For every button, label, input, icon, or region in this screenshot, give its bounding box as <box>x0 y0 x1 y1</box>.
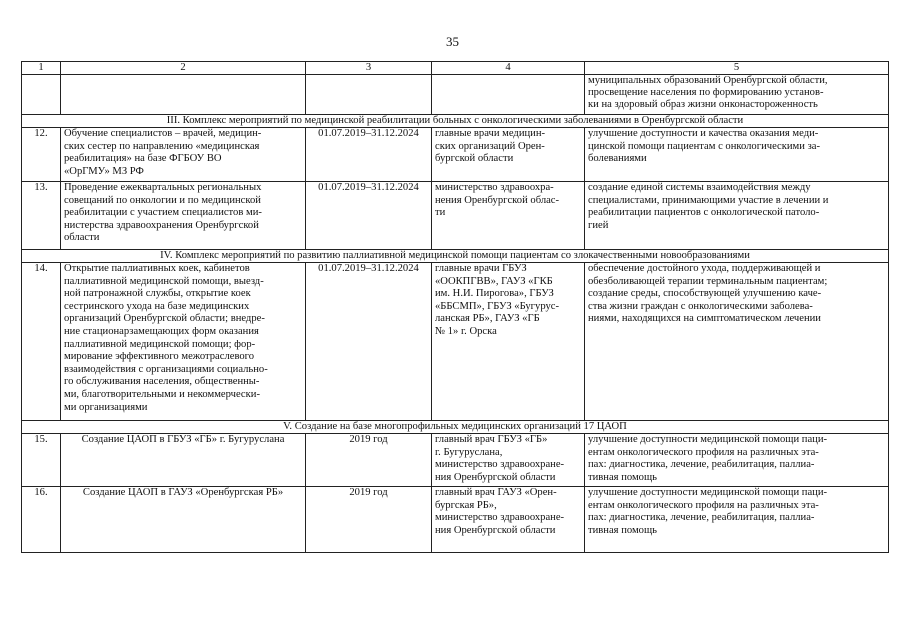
section-title-5: V. Создание на базе многопрофильных медицинских организаций 17 ЦАОП <box>22 421 889 434</box>
header-row <box>22 62 889 75</box>
section-header <box>22 421 889 434</box>
row-number: 15. <box>22 434 61 487</box>
cont-cell-5: муниципальных образований Оренбургской области, просвещение населения по формированию установ- ки на здоровый образ жизни онконастороженность <box>585 75 889 115</box>
cont-cell-4 <box>432 75 585 115</box>
row-result: улучшение доступности медицинской помощи паци- ентам онкологического профиля на различных эта- пах: диагностика, лечение, реабилитация, паллиа- тивная помощь <box>585 434 889 487</box>
page-number: 35 <box>446 34 459 49</box>
header-col-2: 2 <box>61 62 306 75</box>
table-row <box>22 487 889 553</box>
table-row <box>22 182 889 250</box>
row-number: 12. <box>22 128 61 182</box>
table-row <box>22 434 889 487</box>
row-result: улучшение доступности и качества оказания меди- цинской помощи пациентам с онкологическими за- болеваниями <box>585 128 889 182</box>
header-col-3: 3 <box>306 62 432 75</box>
row-responsible: министерство здравоохра- нения Оренбургской облас- ти <box>432 182 585 250</box>
row-responsible: главные врачи медицин- ских организаций Орен- бургской области <box>432 128 585 182</box>
header-col-4: 4 <box>432 62 585 75</box>
header-col-1: 1 <box>22 62 61 75</box>
section-header <box>22 115 889 128</box>
header-col-5: 5 <box>585 62 889 75</box>
row-action: Открытие паллиативных коек, кабинетов паллиативной медицинской помощи, выезд- ной патронажной службы, открытие коек сестринского ухода на базе медицинских организаций Оренбургской области; внедре- ние стационарзамещающих форм оказания паллиативной медицинской помощи; фор- мирование эффективного межотраслевого взаимодействия с организациями социально- го обслуживания населения, общественны- ми, благотворительными и некоммерчески- ми организациями <box>61 263 306 421</box>
row-result: обеспечение достойного ухода, поддерживающей и обезболивающей терапии терминальным пациентам; создание среды, способствующей улучшению каче- ства жизни граждан с онкологическими заболева- ниями, находящихся на симптоматическом лечении <box>585 263 889 421</box>
row-period: 2019 год <box>306 434 432 487</box>
row-responsible: главные врачи ГБУЗ «ООКПГВВ», ГАУЗ «ГКБ им. Н.И. Пирогова», ГБУЗ «ББСМП», ГБУЗ «Бугурус- ланская РБ», ГАУЗ «ГБ № 1» г. Орска <box>432 263 585 421</box>
cont-cell-3 <box>306 75 432 115</box>
row-action: Проведение ежеквартальных региональных совещаний по онкологии и по медицинской реабилитации с участием специалистов ми- нистерства здравоохранения Оренбургской области <box>61 182 306 250</box>
row-responsible: главный врач ГБУЗ «ГБ» г. Бугуруслана, министерство здравоохране- ния Оренбургской области <box>432 434 585 487</box>
row-number: 16. <box>22 487 61 553</box>
table-row <box>22 263 889 421</box>
row-result: создание единой системы взаимодействия между специалистами, принимающими участие в лечении и реабилитации пациентов с онкологической патоло- гией <box>585 182 889 250</box>
row-period: 2019 год <box>306 487 432 553</box>
row-period: 01.07.2019–31.12.2024 <box>306 263 432 421</box>
cont-cell-1 <box>22 75 61 115</box>
section-header <box>22 250 889 263</box>
section-title-3: III. Комплекс мероприятий по медицинской реабилитации больных с онкологическими заболеваниями в Оренбургской области <box>22 115 889 128</box>
table-row <box>22 128 889 182</box>
measures-table <box>21 61 889 553</box>
row-number: 13. <box>22 182 61 250</box>
row-action: Создание ЦАОП в ГАУЗ «Оренбургская РБ» <box>61 487 306 553</box>
row-number: 14. <box>22 263 61 421</box>
section-title-4: IV. Комплекс мероприятий по развитию паллиативной медицинской помощи пациентам со злокачественными новообразованиями <box>22 250 889 263</box>
row-period: 01.07.2019–31.12.2024 <box>306 182 432 250</box>
continuation-row <box>22 75 889 115</box>
row-action: Обучение специалистов – врачей, медицин- ских сестер по направлению «медицинская реабилитация» на базе ФГБОУ ВО «ОрГМУ» МЗ РФ <box>61 128 306 182</box>
row-period: 01.07.2019–31.12.2024 <box>306 128 432 182</box>
row-action: Создание ЦАОП в ГБУЗ «ГБ» г. Бугуруслана <box>61 434 306 487</box>
row-responsible: главный врач ГАУЗ «Орен- бургская РБ», министерство здравоохране- ния Оренбургской области <box>432 487 585 553</box>
cont-cell-2 <box>61 75 306 115</box>
row-result: улучшение доступности медицинской помощи паци- ентам онкологического профиля на различных эта- пах: диагностика, лечение, реабилитация, паллиа- тивная помощь <box>585 487 889 553</box>
